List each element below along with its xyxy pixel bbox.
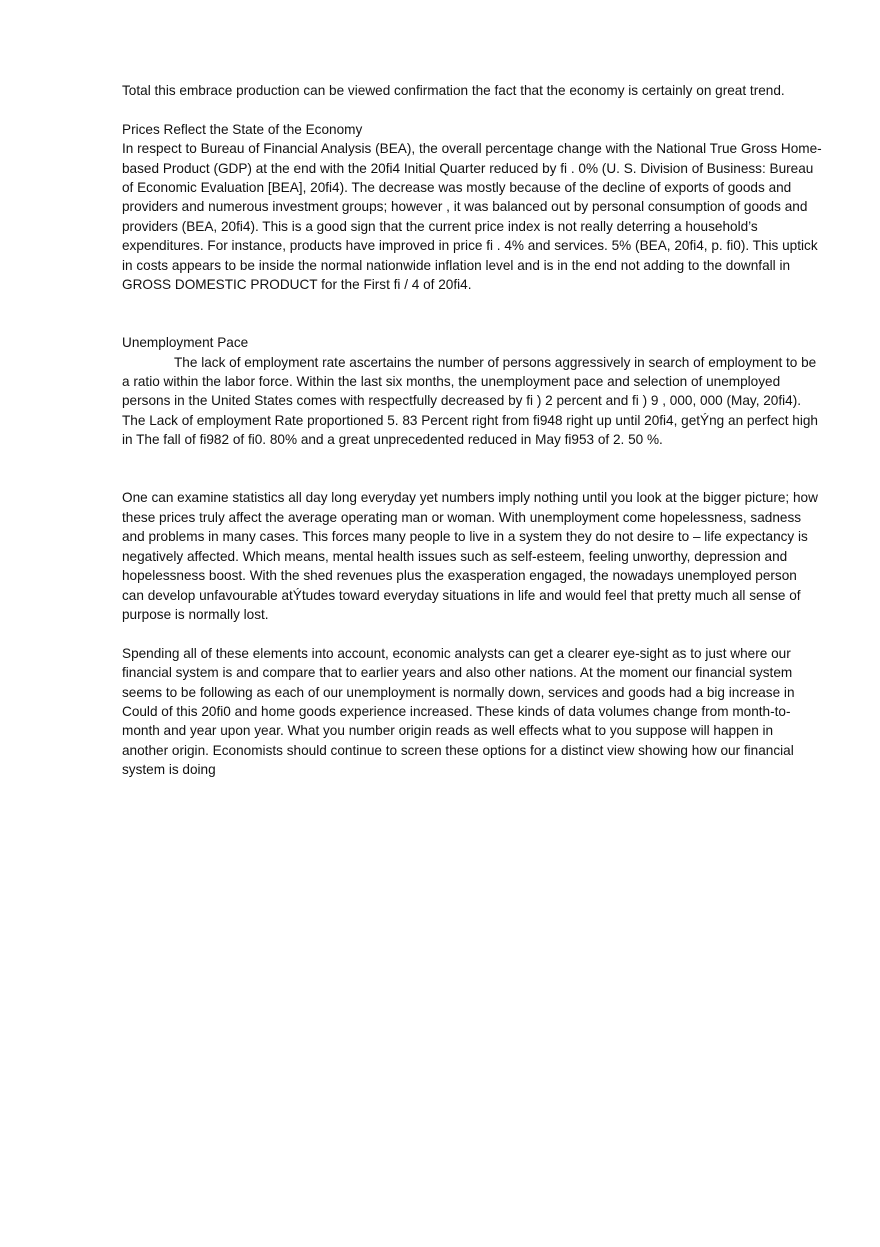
spacer [122, 100, 822, 119]
spacer [122, 450, 822, 489]
prices-paragraph: In respect to Bureau of Financial Analysis (BEA), the overall percentage change with the National True Gross Home-based Product (GDP) at the end with the 20fi4 Initial Quarter reduced by fi . 0% (U. S. Division of Business: Bureau of Economic Evaluation [BEA], 20fi4). The decrease was mostly because of the decline of exports of goods and providers and numerous investment groups; however , it was balanced out by personal consumption of goods and providers (BEA, 20fi4). This is a good sign that the current price index is not really deterring a household’s expenditures. For instance, products have improved in price fi . 4% and services. 5% (BEA, 20fi4, p. fi0). This uptick in costs appears to be inside the normal nationwide inflation level and is in the end not adding to the downfall in GROSS DOMESTIC PRODUCT for the First fi / 4 of 20fi4. [122, 141, 822, 293]
statistics-paragraph: One can examine statistics all day long everyday yet numbers imply nothing until you look at the bigger picture; how these prices truly affect the average operating man or woman. With unemployment come hopelessness, sadness and problems in many cases. This forces many people to live in a system they do not desire to – life expectancy is negatively affected. Which means, mental health issues such as self-esteem, feeling unworthy, depression and hopelessness boost. With the shed revenues plus the exasperation engaged, the nowadays unemployed person can develop unfavourable atÝtudes toward everyday situations in life and would feel that pretty much all sense of purpose is normally lost. [122, 490, 818, 622]
unemployment-heading: Unemployment Pace [122, 335, 249, 351]
unemployment-paragraph-1: The lack of employment rate ascertains the number of persons aggressively in search of employment to be a ratio within the labor force. Within the last six months, the unemployment pace and selection of unemployed persons in the United States comes with respectfully decreased by fi ) 2 percent and fi ) 9 , 000, 000 (May, 20fi4). [122, 354, 817, 409]
unemployment-paragraph-2: The Lack of employment Rate proportioned 5. 83 Percent right from fi948 right up until 20fi4, getÝng an perfect high in The fall of fi982 of fi0. 80% and a great unprecedented reduced in May fi953 of 2. 50 %. [122, 412, 818, 448]
conclusion-paragraph: Spending all of these elements into account, economic analysts can get a clearer eye-sight as to just where our financial system is and compare that to earlier years and also other nations. At the moment our financial system seems to be following as each of our unemployment is normally down, services and goods had a big increase in Could of this 20fi0 and home goods experience increased. These kinds of data volumes change from month-to-month and year upon year. What you number origin reads as well effects what to you suppose will happen in another origin. Economists should continue to screen these options for a distinct view showing how our financial system is doing [122, 645, 795, 778]
document-body [122, 81, 822, 780]
intro-paragraph: Total this embrace production can be viewed confirmation the fact that the economy is certainly on great trend. [122, 83, 785, 98]
spacer [122, 624, 822, 643]
spacer [122, 294, 822, 333]
prices-heading: Prices Reflect the State of the Economy [122, 121, 363, 137]
